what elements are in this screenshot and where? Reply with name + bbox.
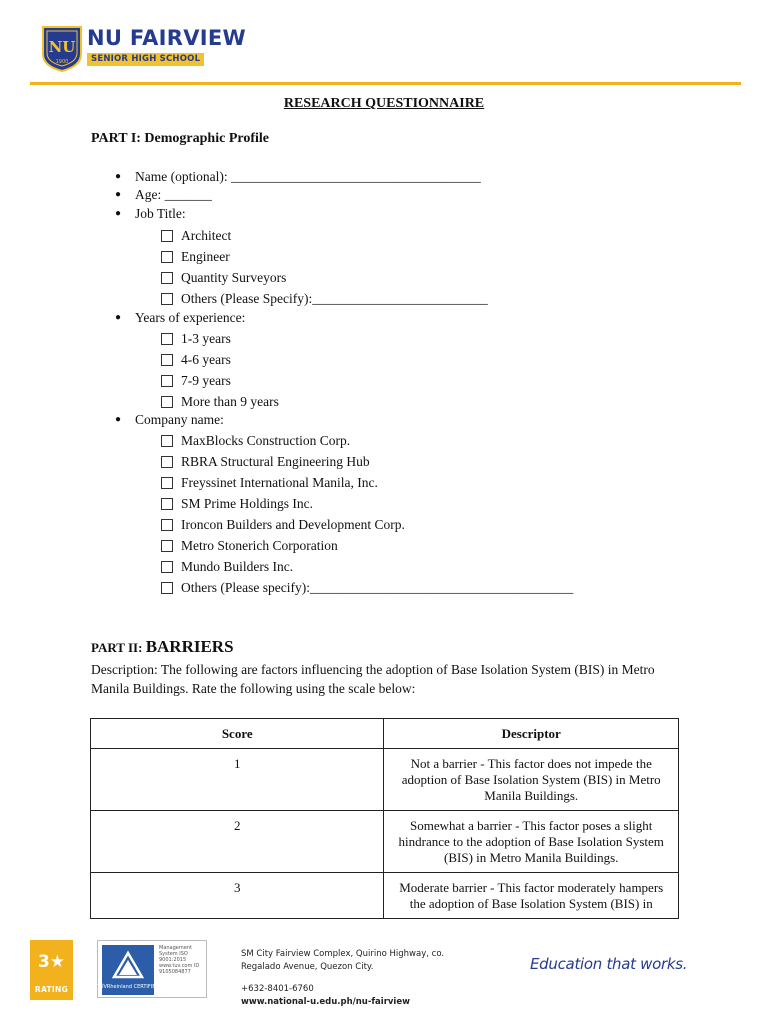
tagline: Education that works.: [530, 955, 688, 973]
company-option-label: Metro Stonerich Corporation: [181, 538, 338, 553]
bullet: ●: [115, 312, 122, 323]
svg-text:NU: NU: [48, 38, 76, 56]
part1-heading: PART I: Demographic Profile: [91, 131, 269, 146]
part2-prefix: PART II:: [91, 640, 146, 655]
descriptor-cell: Somewhat a barrier - This factor poses a slight hindrance to the adoption of Base Isolation System (BIS) in Metro Manila Buildings.: [384, 811, 679, 873]
part2-description: Description: The following are factors influencing the adoption of Base Isolation System (BIS) in Metro Manila Buildings. Rate the following using the scale below:: [91, 662, 655, 696]
iso-text: Management System ISO 9001:2015 www.tuv.com ID 9105084877: [159, 945, 200, 975]
bullet: ●: [115, 189, 122, 200]
score-cell: 2: [91, 811, 384, 873]
company-option-label: MaxBlocks Construction Corp.: [181, 433, 351, 448]
rating-label: RATING: [34, 985, 69, 994]
tuv-logo-icon: [96, 945, 160, 995]
job-others-field[interactable]: Others (Please Specify):__________________________: [181, 291, 488, 306]
company-option-label: Freyssinet International Manila, Inc.: [181, 475, 378, 490]
table-header-score: Score: [91, 719, 384, 749]
job-option-label: Engineer: [181, 249, 230, 264]
company-option-label: Mundo Builders Inc.: [181, 559, 294, 574]
table-row: [91, 873, 679, 919]
experience-option-label: More than 9 years: [181, 394, 279, 409]
address-line-2: Regalado Avenue, Quezon City.: [241, 962, 374, 972]
rating-stars: 3★: [37, 952, 66, 972]
brand-subtitle: SENIOR HIGH SCHOOL: [87, 53, 204, 66]
descriptor-cell: Not a barrier - This factor does not impede the adoption of Base Isolation System (BIS) in Metro Manila Buildings.: [384, 749, 679, 811]
phone-number: +632-8401-6760: [241, 984, 314, 994]
rating-badge: [30, 940, 73, 1000]
bullet: ●: [115, 414, 122, 425]
website-link[interactable]: www.national-u.edu.ph/nu-fairview: [241, 997, 410, 1007]
experience-option-label: 7-9 years: [181, 373, 231, 388]
experience-option-label: 1-3 years: [181, 331, 231, 346]
svg-text:1900: 1900: [55, 59, 69, 65]
score-cell: 1: [91, 749, 384, 811]
table-row: [91, 749, 679, 811]
rating-scale-table: [90, 718, 679, 919]
bullet: ●: [115, 171, 122, 182]
part2-title: BARRIERS: [145, 637, 234, 656]
table-row: [91, 811, 679, 873]
name-field[interactable]: Name (optional): _____________________________________: [135, 169, 481, 184]
age-field[interactable]: Age: _______: [135, 187, 212, 202]
job-title-label: Job Title:: [135, 206, 186, 221]
score-cell: 3: [91, 873, 384, 919]
job-option-label: Quantity Surveyors: [181, 270, 287, 285]
descriptor-cell: Moderate barrier - This factor moderately hampers the adoption of Base Isolation System (BIS) in: [384, 873, 679, 919]
table-header-descriptor: Descriptor: [384, 719, 679, 749]
experience-option-label: 4-6 years: [181, 352, 231, 367]
company-option-label: RBRA Structural Engineering Hub: [181, 454, 370, 469]
address-line-1: SM City Fairview Complex, Quirino Highway, co.: [241, 949, 445, 959]
iso-certification-badge: [97, 940, 207, 998]
company-option-label: Ironcon Builders and Development Corp.: [181, 517, 405, 532]
job-option-label: Architect: [181, 228, 232, 243]
company-others-field[interactable]: Others (Please specify):_______________________________________: [181, 580, 574, 595]
brand-title: NU FAIRVIEW: [87, 26, 246, 50]
document-title: RESEARCH QUESTIONNAIRE: [283, 96, 485, 111]
table-header-row: [91, 719, 679, 749]
company-option-label: SM Prime Holdings Inc.: [181, 496, 314, 511]
svg-text:TÜVRheinland CERTIFIED: TÜVRheinland CERTIFIED: [96, 984, 160, 990]
company-label: Company name:: [135, 412, 224, 427]
bullet: ●: [115, 208, 122, 219]
experience-label: Years of experience:: [135, 310, 246, 325]
triangle-icon: [96, 945, 160, 995]
